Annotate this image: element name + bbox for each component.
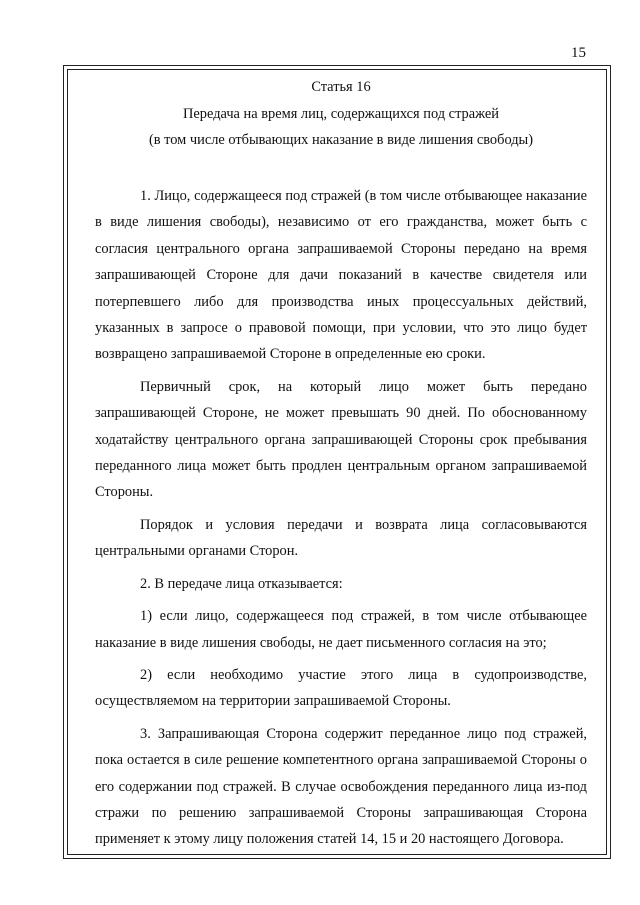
article-subtitle: (в том числе отбывающих наказание в виде лишения свободы) (148, 132, 534, 148)
article-text (95, 183, 587, 853)
article-number: Статья 16 (311, 79, 371, 95)
paragraph: 1) если лицо, содержащееся под стражей, в том числе отбывающее наказание в виде лишения свободы, не дает письменного согласия на это; (95, 608, 587, 651)
paragraph: 1. Лицо, содержащееся под стражей (в том числе отбывающее наказание в виде лишения свободы), независимо от его гражданства, может быть с согласия центрального органа запрашиваемой Стороны передано на время запрашивающей Стороне для дачи показаний в качестве свидетеля или потерпевшего либо для производства иных процессуальных действий, указанных в запросе о правовой помощи, при условии, что это лицо будет возвращено запрашиваемой Стороне в определенные ею сроки. (95, 188, 587, 363)
paragraph: 3. Запрашивающая Сторона содержит переданное лицо под стражей, пока остается в силе решение компетентного органа запрашиваемой Стороны о его содержании под стражей. В случае освобождения переданного лица из-под стражи по решению запрашиваемой Стороны запрашивающая Сторона применяет к этому лицу положения статей 14, 15 и 20 настоящего Договора. (95, 725, 587, 848)
article-title: Передача на время лиц, содержащихся под стражей (183, 106, 499, 122)
paragraph: 2) если необходимо участие этого лица в судопроизводстве, осуществляемом на территории запрашиваемой Стороны. (95, 666, 587, 710)
paragraph: Порядок и условия передачи и возврата лица согласовываются центральными органами Сторон. (95, 516, 587, 560)
paragraph: 2. В передаче лица отказывается: (140, 575, 343, 592)
page-number: 15 (571, 45, 586, 61)
article-heading (95, 74, 587, 153)
paragraph: Первичный срок, на который лицо может быть передано запрашивающей Стороне, не может превышать 90 дней. По обоснованному ходатайству центрального органа запрашивающей Стороны срок пребывания переданного лица может быть продлен центральным органом запрашиваемой Стороны. (95, 378, 587, 501)
document-body (95, 74, 587, 859)
